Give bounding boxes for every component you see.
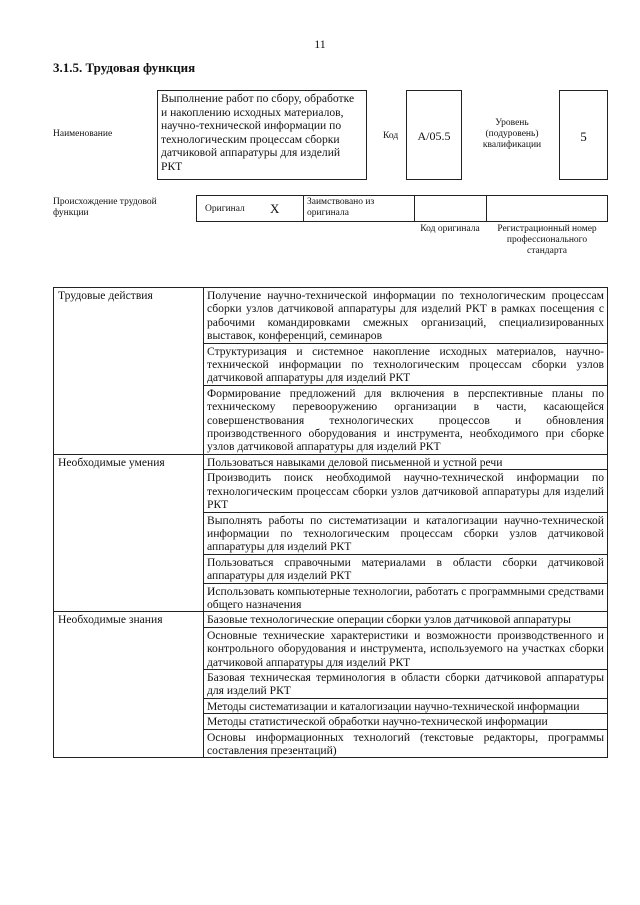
original-label: Оригинал [205, 204, 245, 214]
function-name-box [157, 90, 367, 180]
section-title: 3.1.5. Трудовая функция [53, 60, 196, 75]
table-row [54, 612, 608, 627]
table-cell: Базовые технологические операции сборки узлов датчиковой аппаратуры [204, 612, 608, 627]
table-cell: Методы статистической обработки научно-технической информации [204, 714, 608, 729]
table-cell: Основные технические характеристики и возможности производственного и контрольного оборудования и инструмента, используемого на участках сборки датчиковой аппаратуры для изделий РКТ [204, 627, 608, 669]
section-label-knowledge: Необходимые знания [54, 612, 204, 758]
original-mark: X [270, 201, 280, 216]
table-cell: Формирование предложений для включения в перспективные планы по техническому перевооружению организации в части, касающейся совершенствования технологических процессов и обновления производственного оборудования и инструмента, необходимого при сборке узлов датчиковой аппаратуры для изделий РКТ [204, 385, 608, 454]
origin-borrowed-cell [303, 195, 415, 222]
table-cell: Пользоваться навыками деловой письменной и устной речи [204, 454, 608, 469]
table-cell: Пользоваться справочными материалами в области сборки датчиковой аппаратуры для изделий РКТ [204, 554, 608, 583]
name-label: Наименование [53, 129, 113, 139]
origin-original-cell [196, 195, 304, 222]
table-cell: Получение научно-технической информации по технологическим процессам сборки узлов датчиковой аппаратуры для изделий РКТ в рамках посещения с рабочими командировками смежных организаций, специализированных выставок, конференций, семинаров [204, 288, 608, 344]
reg-number-caption: Регистрационный номер профессионального стандарта [497, 224, 597, 256]
level-value: 5 [580, 129, 587, 144]
code-original-caption: Код оригинала [420, 224, 480, 234]
function-name-text: Выполнение работ по сбору, обработке и накоплению исходных материалов, научно-технической информации по технологическим процессам сборки датчиковой аппаратуры для изделий РКТ [161, 92, 355, 173]
level-label: Уровень (подуровень) квалификации [482, 118, 542, 150]
page-number: 11 [314, 37, 326, 51]
table-cell: Выполнять работы по систематизации и каталогизации научно-технической информации по технологическим процессам сборки узлов датчиковой аппаратуры для изделий РКТ [204, 512, 608, 554]
borrowed-label: Заимствовано из оригинала [307, 197, 375, 218]
section-label-skills: Необходимые умения [54, 454, 204, 611]
code-label: Код [383, 131, 399, 141]
origin-code-cell [414, 195, 487, 222]
table-cell: Методы систематизации и каталогизации научно-технической информации [204, 698, 608, 713]
table-cell: Структуризация и системное накопление исходных материалов, научно-технической информации по технологическим процессам сборки узлов датчиковой аппаратуры для изделий РКТ [204, 343, 608, 385]
origin-label: Происхождение трудовой функции [53, 197, 157, 218]
function-content-table [53, 287, 608, 758]
table-cell: Использовать компьютерные технологии, работать с программными средствами общего назначения [204, 583, 608, 612]
code-value: A/05.5 [417, 129, 451, 143]
table-cell: Основы информационных технологий (текстовые редакторы, программы составления презентаций) [204, 729, 608, 758]
level-box [559, 90, 608, 180]
table-row [54, 288, 608, 344]
table-cell: Базовая техническая терминология в области сборки датчиковой аппаратуры для изделий РКТ [204, 669, 608, 698]
table-cell: Производить поиск необходимой научно-технической информации по технологическим процессам сборки узлов датчиковой аппаратуры для изделий РКТ [204, 470, 608, 512]
section-label-actions: Трудовые действия [54, 288, 204, 455]
origin-reg-cell [486, 195, 608, 222]
table-row [54, 454, 608, 469]
code-box [406, 90, 462, 180]
